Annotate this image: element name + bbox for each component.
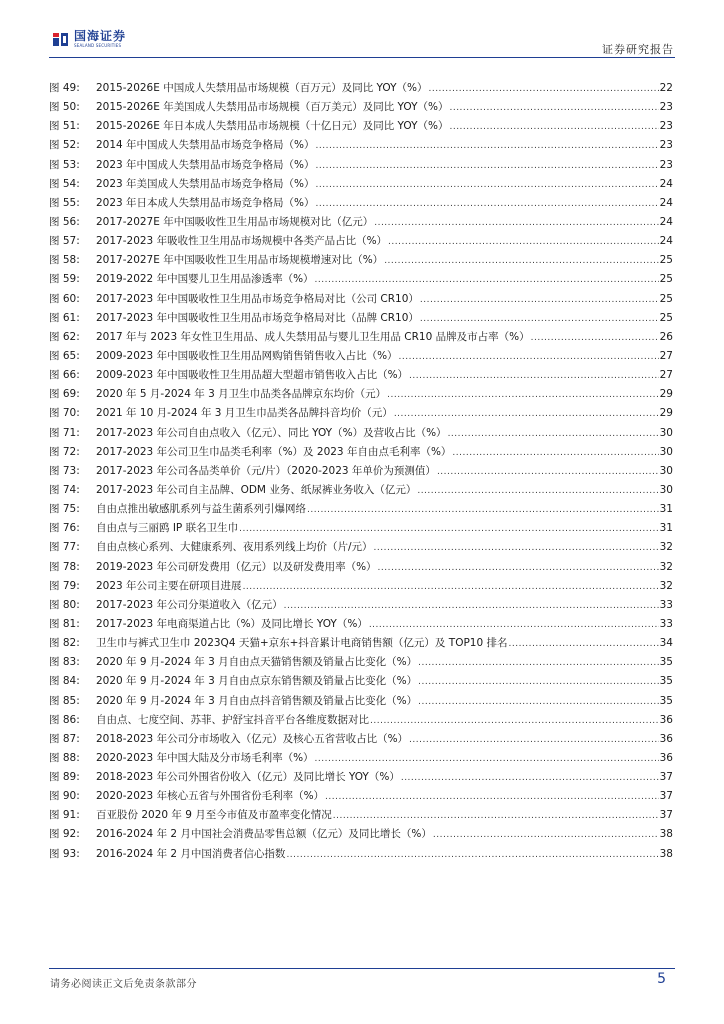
toc-entry[interactable] bbox=[49, 501, 673, 520]
toc-entry-title: 2017-2023 年公司分渠道收入（亿元） bbox=[96, 598, 283, 611]
toc-dot-leader bbox=[284, 601, 659, 611]
toc-entry-label: 图 61: bbox=[49, 311, 80, 324]
page-number: 5 bbox=[657, 971, 666, 987]
toc-dot-leader bbox=[316, 199, 659, 209]
toc-entry-page: 30 bbox=[659, 483, 673, 496]
header-divider bbox=[49, 57, 675, 58]
page-header bbox=[0, 0, 724, 60]
toc-entry[interactable] bbox=[49, 80, 673, 99]
toc-entry[interactable] bbox=[49, 539, 673, 558]
toc-entry-label: 图 92: bbox=[49, 828, 80, 841]
toc-entry[interactable] bbox=[49, 578, 673, 597]
toc-dot-leader bbox=[286, 850, 658, 860]
toc-entry-title: 2020-2023 年中国大陆及分市场毛利率（%） bbox=[96, 751, 314, 764]
toc-dot-leader bbox=[418, 658, 659, 668]
toc-entry-label: 图 71: bbox=[49, 426, 80, 439]
toc-entry[interactable] bbox=[49, 386, 673, 405]
toc-entry-label: 图 85: bbox=[49, 694, 80, 707]
toc-entry-title: 2017-2023 年公司卫生巾品类毛利率（%）及 2023 年自由点毛利率（%） bbox=[96, 445, 452, 458]
toc-entry-title: 2015-2026E 中国成人失禁用品市场规模（百万元）及同比 YOY（%） bbox=[96, 82, 428, 94]
toc-entry[interactable] bbox=[49, 597, 673, 616]
toc-dot-leader bbox=[417, 486, 658, 496]
toc-entry-title: 2009-2023 年中国吸收性卫生用品超大型超市销售收入占比（%） bbox=[96, 369, 409, 382]
toc-entry-label: 图 75: bbox=[49, 503, 80, 516]
toc-entry-label: 图 88: bbox=[49, 751, 80, 764]
toc-dot-leader bbox=[409, 735, 659, 745]
toc-entry-page: 24 bbox=[659, 177, 673, 190]
toc-entry[interactable] bbox=[49, 520, 673, 539]
toc-entry-title: 2015-2026E 年美国成人失禁用品市场规模（百万美元）及同比 YOY（%） bbox=[96, 101, 449, 114]
toc-entry-label: 图 53: bbox=[49, 158, 80, 171]
toc-dot-leader bbox=[378, 563, 659, 573]
toc-entry-page: 30 bbox=[659, 464, 673, 477]
toc-entry-label: 图 82: bbox=[49, 637, 80, 650]
toc-entry[interactable] bbox=[49, 463, 673, 482]
logo-chinese-name: 国海证券 bbox=[74, 29, 127, 43]
toc-entry-title: 2016-2024 年 2 月中国社会消费品零售总额（亿元）及同比增长（%） bbox=[96, 828, 432, 841]
toc-dot-leader bbox=[374, 218, 658, 228]
toc-dot-leader bbox=[369, 620, 659, 630]
toc-entry-page: 23 bbox=[659, 139, 673, 152]
toc-entry-page: 35 bbox=[659, 656, 673, 669]
toc-entry-label: 图 65: bbox=[49, 349, 80, 362]
toc-entry-title: 2020 年 9 月-2024 年 3 月自由点京东销售额及销量占比变化（%） bbox=[96, 675, 418, 688]
toc-entry-page: 32 bbox=[659, 560, 673, 573]
toc-entry-label: 图 57: bbox=[49, 235, 80, 248]
toc-entry-page: 26 bbox=[659, 330, 673, 343]
toc-entry-page: 30 bbox=[659, 445, 673, 458]
toc-entry-title: 自由点与三丽鸥 IP 联名卫生巾 bbox=[96, 522, 239, 535]
toc-entry[interactable] bbox=[49, 348, 673, 367]
toc-dot-leader bbox=[401, 773, 659, 783]
toc-entry-title: 2009-2023 年中国吸收性卫生用品网购销售销售收入占比（%） bbox=[96, 349, 398, 362]
toc-entry-title: 2017-2023 年公司自由点收入（亿元）、同比 YOY（%）及营收占比（%） bbox=[96, 426, 447, 439]
toc-entry-title: 2017-2027E 年中国吸收性卫生用品市场规模对比（亿元） bbox=[96, 215, 374, 228]
report-type-label: 证券研究报告 bbox=[602, 43, 674, 56]
toc-entry-page: 38 bbox=[659, 828, 673, 841]
toc-entry-label: 图 86: bbox=[49, 713, 80, 726]
toc-entry-title: 2015-2026E 年日本成人失禁用品市场规模（十亿日元）及同比 YOY（%） bbox=[96, 120, 449, 133]
toc-entry-label: 图 74: bbox=[49, 483, 80, 496]
toc-dot-leader bbox=[428, 84, 658, 94]
toc-entry-label: 图 54: bbox=[49, 177, 80, 190]
toc-entry-label: 图 70: bbox=[49, 407, 80, 420]
toc-entry-page: 24 bbox=[659, 196, 673, 209]
toc-entry-label: 图 60: bbox=[49, 292, 80, 305]
toc-entry[interactable] bbox=[49, 712, 673, 731]
toc-entry-title: 2023 年中国成人失禁用品市场竞争格局（%） bbox=[96, 158, 315, 171]
toc-entry[interactable] bbox=[49, 118, 673, 137]
toc-entry-title: 2017-2023 年中国吸收性卫生用品市场竞争格局对比（公司 CR10） bbox=[96, 292, 419, 305]
toc-dot-leader bbox=[449, 103, 658, 113]
toc-entry-title: 2020 年 9 月-2024 年 3 月自由点抖音销售额及销量占比变化（%） bbox=[96, 694, 418, 707]
toc-entry[interactable] bbox=[49, 291, 673, 310]
toc-entry[interactable] bbox=[49, 673, 673, 692]
toc-entry-page: 27 bbox=[659, 349, 673, 362]
toc-entry-title: 2020 年 5 月-2024 年 3 月卫生巾品类各品牌京东均价（元） bbox=[96, 388, 387, 401]
toc-entry[interactable] bbox=[49, 444, 673, 463]
toc-entry-label: 图 93: bbox=[49, 847, 80, 860]
toc-dot-leader bbox=[531, 333, 659, 343]
toc-dot-leader bbox=[243, 582, 659, 592]
toc-dot-leader bbox=[388, 237, 659, 247]
toc-entry-label: 图 81: bbox=[49, 617, 80, 630]
toc-entry-page: 27 bbox=[659, 369, 673, 382]
toc-entry-title: 2014 年中国成人失禁用品市场竞争格局（%） bbox=[96, 139, 315, 152]
toc-entry[interactable] bbox=[49, 559, 673, 578]
toc-entry[interactable] bbox=[49, 635, 673, 654]
toc-entry-label: 图 58: bbox=[49, 254, 80, 267]
toc-entry[interactable] bbox=[49, 826, 673, 845]
toc-dot-leader bbox=[239, 524, 659, 534]
toc-entry-page: 35 bbox=[659, 694, 673, 707]
toc-entry-title: 2020-2023 年核心五省与外围省份毛利率（%） bbox=[96, 790, 325, 803]
toc-entry-label: 图 50: bbox=[49, 101, 80, 114]
toc-dot-leader bbox=[508, 639, 658, 649]
toc-dot-leader bbox=[452, 448, 658, 458]
logo-english-name: SEALAND SECURITIES bbox=[74, 43, 122, 48]
toc-dot-leader bbox=[387, 390, 659, 400]
toc-entry-label: 图 72: bbox=[49, 445, 80, 458]
toc-dot-leader bbox=[399, 352, 659, 362]
toc-entry-label: 图 49: bbox=[49, 82, 80, 94]
toc-entry-label: 图 79: bbox=[49, 579, 80, 592]
toc-entry-page: 25 bbox=[659, 292, 673, 305]
toc-entry-page: 23 bbox=[659, 158, 673, 171]
toc-entry[interactable] bbox=[49, 693, 673, 712]
company-logo bbox=[52, 30, 126, 48]
toc-entry[interactable] bbox=[49, 310, 673, 329]
toc-entry-label: 图 77: bbox=[49, 541, 80, 554]
toc-dot-leader bbox=[384, 256, 658, 266]
toc-entry-label: 图 80: bbox=[49, 598, 80, 611]
toc-entry[interactable] bbox=[49, 846, 673, 865]
toc-entry[interactable] bbox=[49, 195, 673, 214]
toc-dot-leader bbox=[409, 371, 659, 381]
toc-dot-leader bbox=[449, 122, 658, 132]
toc-entry-page: 36 bbox=[659, 751, 673, 764]
toc-entry-title: 2017-2027E 年中国吸收性卫生用品市场规模增速对比（%） bbox=[96, 254, 384, 267]
toc-entry-page: 37 bbox=[659, 771, 673, 784]
toc-entry[interactable] bbox=[49, 214, 673, 233]
toc-entry-title: 2020 年 9 月-2024 年 3 月自由点天猫销售额及销量占比变化（%） bbox=[96, 656, 418, 669]
toc-entry-label: 图 89: bbox=[49, 771, 80, 784]
toc-entry-page: 25 bbox=[659, 254, 673, 267]
toc-entry-page: 32 bbox=[659, 541, 673, 554]
toc-dot-leader bbox=[370, 716, 659, 726]
toc-entry[interactable] bbox=[49, 99, 673, 118]
toc-entry-title: 卫生巾与裤式卫生巾 2023Q4 天猫+京东+抖音累计电商销售额（亿元）及 TOP10 排名 bbox=[96, 637, 508, 650]
toc-entry[interactable] bbox=[49, 157, 673, 176]
toc-dot-leader bbox=[333, 811, 659, 821]
toc-entry[interactable] bbox=[49, 425, 673, 444]
toc-entry-title: 2017-2023 年中国吸收性卫生用品市场竞争格局对比（品牌 CR10） bbox=[96, 311, 419, 324]
toc-entry[interactable] bbox=[49, 405, 673, 424]
toc-dot-leader bbox=[418, 677, 659, 687]
toc-dot-leader bbox=[394, 409, 659, 419]
toc-entry[interactable] bbox=[49, 252, 673, 271]
toc-dot-leader bbox=[316, 161, 659, 171]
toc-entry-page: 37 bbox=[659, 809, 673, 822]
toc-entry-page: 29 bbox=[659, 388, 673, 401]
toc-dot-leader bbox=[374, 543, 659, 553]
toc-entry-page: 23 bbox=[659, 120, 673, 133]
toc-entry-label: 图 55: bbox=[49, 196, 80, 209]
toc-entry[interactable] bbox=[49, 329, 673, 348]
toc-entry[interactable] bbox=[49, 750, 673, 769]
toc-dot-leader bbox=[307, 505, 659, 515]
toc-entry-page: 33 bbox=[659, 598, 673, 611]
toc-entry-title: 2023 年公司主要在研项目进展 bbox=[96, 579, 242, 592]
toc-entry-label: 图 84: bbox=[49, 675, 80, 688]
toc-entry-label: 图 73: bbox=[49, 464, 80, 477]
toc-entry-page: 29 bbox=[659, 407, 673, 420]
toc-dot-leader bbox=[420, 314, 659, 324]
toc-entry[interactable] bbox=[49, 482, 673, 501]
toc-entry-title: 百亚股份 2020 年 9 月至今市值及市盈率变化情况 bbox=[96, 809, 332, 822]
toc-entry-page: 36 bbox=[659, 713, 673, 726]
toc-entry[interactable] bbox=[49, 233, 673, 252]
toc-entry-title: 2018-2023 年公司分市场收入（亿元）及核心五省营收占比（%） bbox=[96, 732, 409, 745]
toc-dot-leader bbox=[315, 275, 659, 285]
toc-entry-label: 图 91: bbox=[49, 809, 80, 822]
toc-dot-leader bbox=[433, 830, 659, 840]
toc-entry-label: 图 78: bbox=[49, 560, 80, 573]
toc-entry-label: 图 87: bbox=[49, 732, 80, 745]
toc-entry[interactable] bbox=[49, 271, 673, 290]
toc-entry-title: 2016-2024 年 2 月中国消费者信心指数 bbox=[96, 847, 286, 860]
toc-entry-label: 图 56: bbox=[49, 215, 80, 228]
toc-entry[interactable] bbox=[49, 654, 673, 673]
toc-entry-title: 2021 年 10 月-2024 年 3 月卫生巾品类各品牌抖音均价（元） bbox=[96, 407, 393, 420]
toc-dot-leader bbox=[437, 467, 659, 477]
toc-entry-page: 31 bbox=[659, 522, 673, 535]
toc-dot-leader bbox=[316, 180, 659, 190]
toc-dot-leader bbox=[418, 697, 659, 707]
toc-entry-title: 2017-2023 年电商渠道占比（%）及同比增长 YOY（%） bbox=[96, 617, 368, 630]
toc-entry[interactable] bbox=[49, 616, 673, 635]
toc-entry-page: 36 bbox=[659, 732, 673, 745]
toc-entry-title: 2017-2023 年吸收性卫生用品市场规模中各类产品占比（%） bbox=[96, 235, 388, 248]
toc-entry-label: 图 62: bbox=[49, 330, 80, 343]
toc-entry[interactable] bbox=[49, 137, 673, 156]
toc-entry-title: 2017 年与 2023 年女性卫生用品、成人失禁用品与婴儿卫生用品 CR10 品牌及市占率（%） bbox=[96, 330, 530, 343]
toc-entry[interactable] bbox=[49, 769, 673, 788]
toc-entry-label: 图 90: bbox=[49, 790, 80, 803]
toc-entry-label: 图 66: bbox=[49, 369, 80, 382]
toc-entry-page: 34 bbox=[659, 637, 673, 650]
toc-dot-leader bbox=[315, 754, 659, 764]
toc-entry[interactable] bbox=[49, 807, 673, 826]
toc-dot-leader bbox=[420, 295, 659, 305]
toc-entry-title: 2019-2022 年中国婴儿卫生用品渗透率（%） bbox=[96, 273, 314, 286]
toc-entry-title: 2017-2023 年公司各品类单价（元/片）（2020-2023 年单价为预测值） bbox=[96, 464, 436, 477]
toc-dot-leader bbox=[448, 429, 659, 439]
toc-entry-title: 2019-2023 年公司研发费用（亿元）以及研发费用率（%） bbox=[96, 560, 377, 573]
toc-entry-page: 25 bbox=[659, 311, 673, 324]
toc-entry-page: 24 bbox=[659, 235, 673, 248]
toc-entry-page: 23 bbox=[659, 101, 673, 114]
toc-entry-title: 2023 年日本成人失禁用品市场竞争格局（%） bbox=[96, 196, 315, 209]
footer-disclaimer: 请务必阅读正文后免责条款部分 bbox=[50, 979, 197, 990]
toc-dot-leader bbox=[316, 141, 659, 151]
toc-entry-title: 2023 年美国成人失禁用品市场竞争格局（%） bbox=[96, 177, 315, 190]
toc-entry-page: 31 bbox=[659, 503, 673, 516]
toc-entry[interactable] bbox=[49, 731, 673, 750]
toc-entry-page: 24 bbox=[659, 215, 673, 228]
figure-list bbox=[49, 80, 673, 865]
toc-entry-title: 自由点、七度空间、苏菲、护舒宝抖音平台各维度数据对比 bbox=[96, 713, 369, 726]
toc-entry-page: 25 bbox=[659, 273, 673, 286]
toc-entry-page: 22 bbox=[659, 82, 673, 94]
toc-entry-title: 自由点推出敏感肌系列与益生菌系列引爆网络 bbox=[96, 503, 306, 516]
toc-entry-page: 30 bbox=[659, 426, 673, 439]
toc-entry-label: 图 69: bbox=[49, 388, 80, 401]
toc-entry-page: 35 bbox=[659, 675, 673, 688]
toc-entry-title: 2018-2023 年公司外围省份收入（亿元）及同比增长 YOY（%） bbox=[96, 771, 400, 784]
toc-entry[interactable] bbox=[49, 367, 673, 386]
toc-entry-label: 图 83: bbox=[49, 656, 80, 669]
toc-entry-label: 图 76: bbox=[49, 522, 80, 535]
toc-dot-leader bbox=[325, 792, 659, 802]
toc-entry-label: 图 52: bbox=[49, 139, 80, 152]
toc-entry-label: 图 51: bbox=[49, 120, 80, 133]
toc-entry-label: 图 59: bbox=[49, 273, 80, 286]
footer-divider bbox=[49, 968, 675, 969]
toc-entry-title: 自由点核心系列、大健康系列、夜用系列线上均价（片/元） bbox=[96, 541, 373, 554]
toc-entry[interactable] bbox=[49, 176, 673, 195]
toc-entry-page: 38 bbox=[659, 847, 673, 860]
toc-entry-page: 37 bbox=[659, 790, 673, 803]
toc-entry-page: 32 bbox=[659, 579, 673, 592]
toc-entry-title: 2017-2023 年公司自主品牌、ODM 业务、纸尿裤业务收入（亿元） bbox=[96, 483, 417, 496]
toc-entry-page: 33 bbox=[659, 617, 673, 630]
toc-entry[interactable] bbox=[49, 788, 673, 807]
sealand-logo-icon bbox=[52, 31, 69, 48]
